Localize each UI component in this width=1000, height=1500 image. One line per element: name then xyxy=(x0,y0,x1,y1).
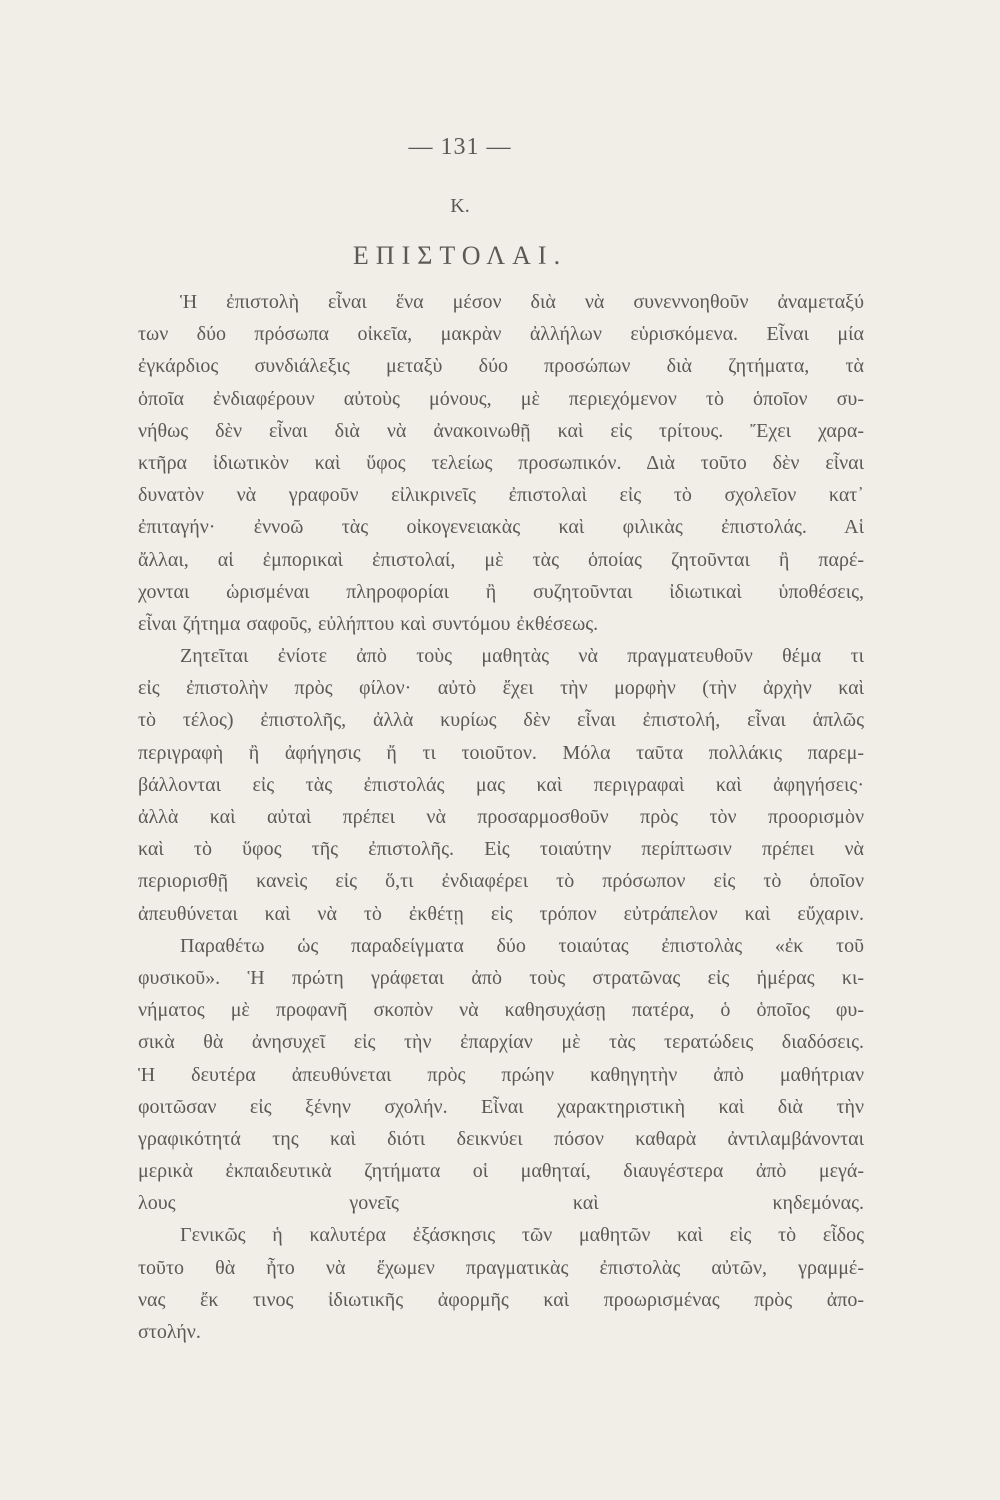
text-line: Γενικῶς ἡ καλυτέρα ἐξάσκησις τῶν μαθητῶν καὶ εἰς τὸ εἶδος xyxy=(180,1224,864,1247)
text-line: τὸ τέλος) ἐπιστολῆς, ἀλλὰ κυρίως δὲν εἶναι ἐπιστολή, εἶναι ἁπλῶς xyxy=(138,709,864,732)
text-line: εἰς ἐπιστολὴν πρὸς φίλον· αὐτὸ ἔχει τὴν μορφὴν (τὴν ἀρχὴν καὶ xyxy=(138,677,864,700)
text-line: εἶναι ζήτημα σαφοῦς, εὐλήπτου καὶ συντόμου ἐκθέσεως. xyxy=(138,612,599,635)
paragraph xyxy=(138,930,864,1220)
text-line: ἐπιταγήν· ἐννοῶ τὰς οἰκογενειακὰς καὶ φιλικὰς ἐπιστολάς. Αἱ xyxy=(138,516,864,539)
paragraph xyxy=(138,1219,864,1348)
text-line: περιγραφὴ ἢ ἀφήγησις ἤ τι τοιοῦτον. Μόλα ταῦτα πολλάκις παρεμ- xyxy=(138,741,864,764)
text-line: περιορισθῇ κανεὶς εἰς ὅ,τι ἐνδιαφέρει τὸ πρόσωπον εἰς τὸ ὁποῖον xyxy=(138,870,864,893)
text-line: ἐγκάρδιος συνδιάλεξις μεταξὺ δύο προσώπων διὰ ζητήματα, τὰ xyxy=(138,355,864,378)
text-line: ἀπευθύνεται καὶ νὰ τὸ ἐκθέτῃ εἰς τρόπον εὐτράπελον καὶ εὔχαριν. xyxy=(138,902,864,925)
text-line: νήθως δὲν εἶναι διὰ νὰ ἀνακοινωθῇ καὶ εἰς τρίτους. Ἔχει χαρα- xyxy=(138,419,864,442)
text-line: ὁποῖα ἐνδιαφέρουν αὐτοὺς μόνους, μὲ περιεχόμενον τὸ ὁποῖον συ- xyxy=(138,387,864,410)
text-line: χονται ὡρισμέναι πληροφορίαι ἢ συζητοῦνται ἰδιωτικαὶ ὑποθέσεις, xyxy=(138,580,864,603)
text-line: Παραθέτω ὡς παραδείγματα δύο τοιαύτας ἐπιστολὰς «ἐκ τοῦ xyxy=(180,934,864,957)
text-line: φυσικοῦ». Ἡ πρώτη γράφεται ἀπὸ τοὺς στρατῶνας εἰς ἡμέρας κι- xyxy=(138,966,864,989)
text-line: νήματος μὲ προφανῆ σκοπὸν νὰ καθησυχάσῃ πατέρα, ὁ ὁποῖος φυ- xyxy=(138,999,864,1022)
text-line: γραφικότητά της καὶ διότι δεικνύει πόσον καθαρὰ ἀντιλαμβάνονται xyxy=(138,1127,864,1150)
text-line: λους γονεῖς καὶ κηδεμόνας. xyxy=(138,1192,864,1215)
text-line: Ἡ ἐπιστολὴ εἶναι ἕνα μέσον διὰ νὰ συνεννοηθοῦν ἀναμεταξύ xyxy=(180,291,864,313)
text-line: Ζητεῖται ἐνίοτε ἀπὸ τοὺς μαθητὰς νὰ πραγματευθοῦν θέμα τι xyxy=(180,645,864,668)
text-line: φοιτῶσαν εἰς ξένην σχολήν. Εἶναι χαρακτηριστικὴ καὶ διὰ τὴν xyxy=(138,1095,864,1118)
text-line: κτῆρα ἰδιωτικὸν καὶ ὕφος τελείως προσωπικόν. Διὰ τοῦτο δὲν εἶναι xyxy=(138,451,864,474)
text-line: νας ἔκ τινος ἰδιωτικῆς ἀφορμῆς καὶ προωρισμένας πρὸς ἀπο- xyxy=(138,1288,864,1311)
text-line: καὶ τὸ ὕφος τῆς ἐπιστολῆς. Εἰς τοιαύτην περίπτωσιν πρέπει νὰ xyxy=(138,838,864,861)
chapter-title: ΕΠΙΣΤΟΛΑΙ. xyxy=(352,241,568,270)
text-line: βάλλονται εἰς τὰς ἐπιστολάς μας καὶ περιγραφαὶ καὶ ἀφηγήσεις· xyxy=(138,773,864,796)
text-line: σικὰ θὰ ἀνησυχεῖ εἰς τὴν ἐπαρχίαν μὲ τὰς τερατώδεις διαδόσεις. xyxy=(138,1031,864,1054)
section-letter: Κ. xyxy=(450,195,470,217)
paragraph xyxy=(138,286,864,640)
text-line: ἀλλὰ καὶ αὐταὶ πρέπει νὰ προσαρμοσθοῦν πρὸς τὸν προορισμὸν xyxy=(138,806,864,828)
paragraph xyxy=(138,640,864,930)
text-line: μερικὰ ἐκπαιδευτικὰ ζητήματα οἱ μαθηταί, διαυγέστερα ἀπὸ μεγά- xyxy=(138,1160,864,1183)
text-line: των δύο πρόσωπα οἰκεῖα, μακρὰν ἀλλήλων εὑρισκόμενα. Εἶναι μία xyxy=(138,323,864,346)
text-line: Ἡ δευτέρα ἀπευθύνεται πρὸς πρώην καθηγητὴν ἀπὸ μαθήτριαν xyxy=(138,1063,864,1086)
text-line: δυνατὸν νὰ γραφοῦν εἰλικρινεῖς ἐπιστολαὶ εἰς τὸ σχολεῖον κατ᾽ xyxy=(138,484,864,507)
page-number: — 131 — xyxy=(408,134,512,160)
text-line: στολήν. xyxy=(138,1321,201,1343)
body-text xyxy=(138,286,864,1348)
text-line: ἄλλαι, αἱ ἐμπορικαὶ ἐπιστολαί, μὲ τὰς ὁποίας ζητοῦνται ἢ παρέ- xyxy=(138,548,864,571)
text-line: τοῦτο θὰ ἦτο νὰ ἔχωμεν πραγματικὰς ἐπιστολὰς αὐτῶν, γραμμέ- xyxy=(138,1256,864,1279)
